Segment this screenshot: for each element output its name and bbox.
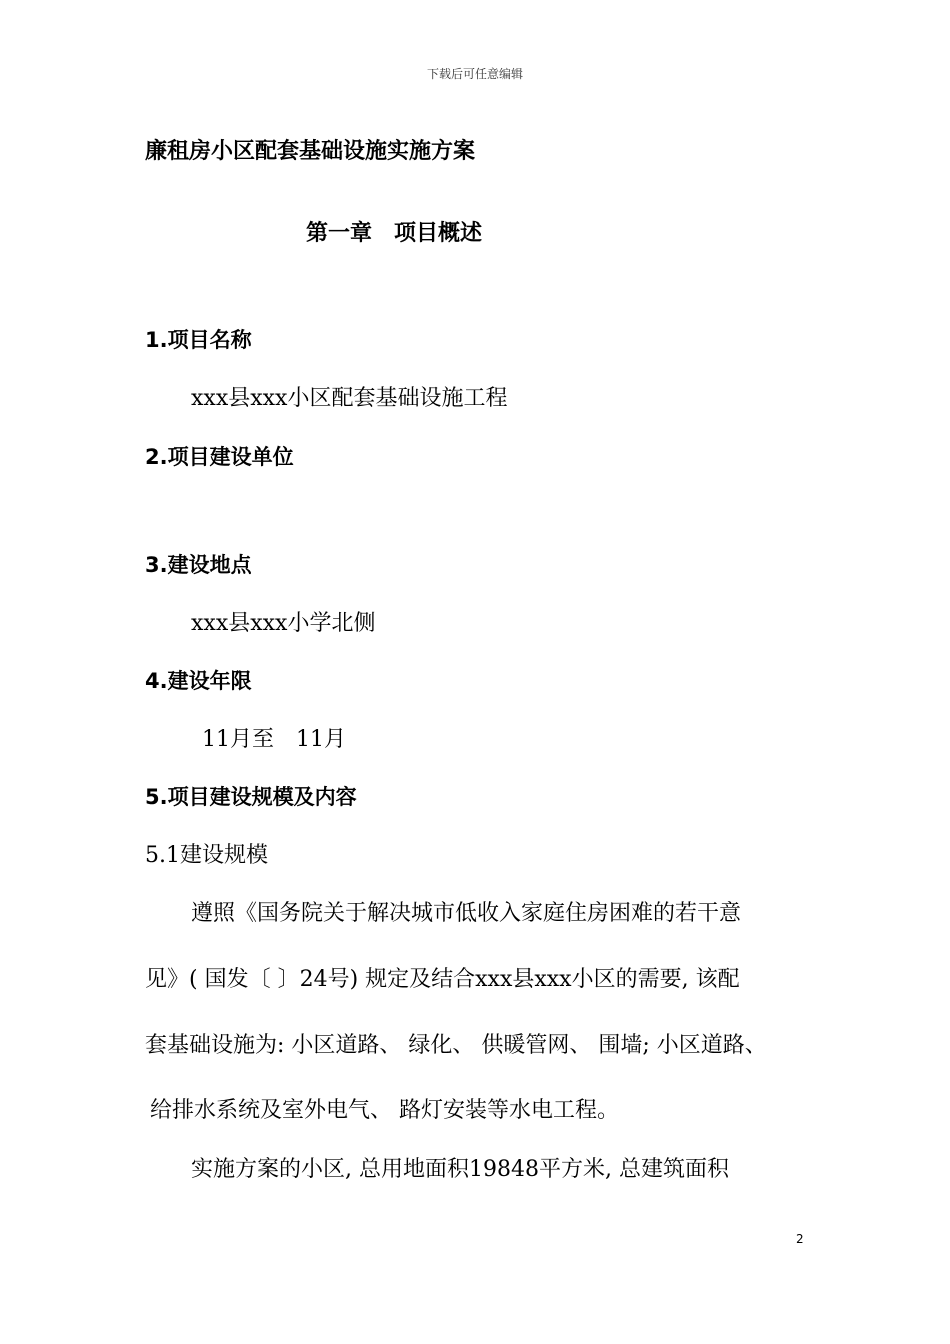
section-4-content: 11月至 11月 <box>202 727 346 752</box>
body-paragraph-line: 套基础设施为: 小区道路、 绿化、 供暖管网、 围墙; 小区道路、 <box>145 1033 767 1058</box>
body-paragraph-line: 给排水系统及室外电气、 路灯安装等水电工程。 <box>150 1098 619 1123</box>
section-4-heading: 4.建设年限 <box>145 669 252 693</box>
section-5-1-heading: 5.1建设规模 <box>145 843 268 868</box>
document-title: 廉租房小区配套基础设施实施方案 <box>145 139 476 164</box>
chapter-heading: 第一章 项目概述 <box>306 221 483 246</box>
body-paragraph-line: 实施方案的小区, 总用地面积19848平方米, 总建筑面积 <box>191 1157 729 1182</box>
section-3-heading: 3.建设地点 <box>145 553 252 577</box>
section-1-heading: 1.项目名称 <box>145 328 252 352</box>
page-number: 2 <box>796 1232 804 1246</box>
section-3-content: xxx县xxx小学北侧 <box>191 611 376 636</box>
section-5-heading: 5.项目建设规模及内容 <box>145 785 357 809</box>
body-paragraph-line: 遵照《国务院关于解决城市低收入家庭住房困难的若干意 <box>191 901 742 926</box>
page-header: 下载后可任意编辑 <box>426 67 523 81</box>
section-1-content: xxx县xxx小区配套基础设施工程 <box>191 386 508 411</box>
body-paragraph-line: 见》( 国发〔 〕24号) 规定及结合xxx县xxx小区的需要, 该配 <box>145 967 740 992</box>
section-2-heading: 2.项目建设单位 <box>145 445 294 469</box>
